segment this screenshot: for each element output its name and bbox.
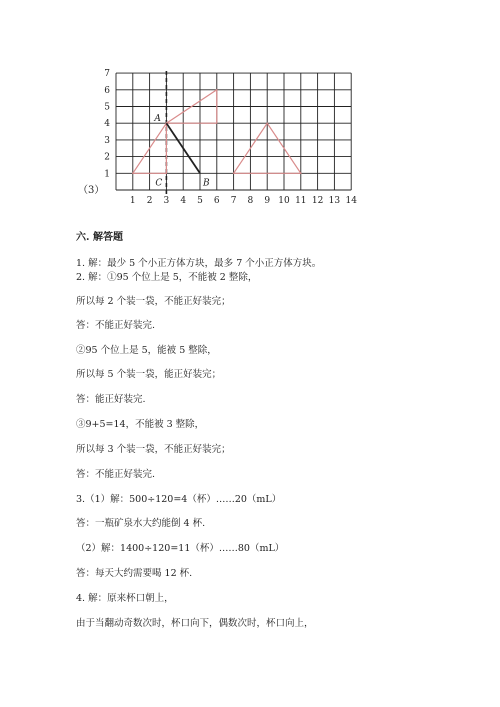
- answer-line-16: 由于当翻动奇数次时，杯口向下，偶数次时，杯口向上，: [76, 618, 314, 629]
- x-tick-label: 8: [247, 196, 254, 206]
- answer-line-4: 答：不能正好装完.: [76, 320, 156, 331]
- x-tick-label: 9: [264, 196, 271, 206]
- y-tick-label: 7: [104, 69, 110, 80]
- figure-part-label: （3）: [78, 185, 105, 196]
- y-tick-label: 1: [104, 169, 110, 180]
- y-tick-label: 2: [104, 152, 110, 163]
- x-tick-label: 7: [230, 196, 237, 206]
- y-tick-label: 3: [104, 135, 110, 146]
- x-tick-label: 2: [146, 196, 153, 206]
- grid-figure: [0, 0, 500, 215]
- answer-line-11: 3.（1）解：500÷120=4（杯）……20（mL）: [76, 494, 282, 505]
- section-title: 六. 解答题: [76, 232, 123, 243]
- x-tick-label: 11: [295, 196, 307, 206]
- answer-line-10: 答：不能正好装完.: [76, 469, 156, 480]
- answer-line-14: 答：每天大约需要喝 12 杯.: [76, 568, 193, 579]
- point-label-a: A: [154, 114, 161, 125]
- answer-line-2: 2. 解：①95 个位上是 5，不能被 2 整除，: [76, 272, 258, 283]
- coordinate-grid: [0, 0, 500, 215]
- x-tick-label: 13: [328, 196, 341, 206]
- y-tick-label: 5: [104, 102, 110, 113]
- x-tick-label: 14: [345, 196, 357, 206]
- answer-line-5: ②95 个位上是 5，能被 5 整除，: [76, 345, 217, 356]
- answer-line-9: 所以每 3 个装一袋，不能正好装完；: [76, 444, 231, 455]
- answer-line-1: 1. 解：最少 5 个小正方体方块，最多 7 个小正方体方块。: [76, 258, 322, 269]
- answer-line-15: 4. 解：原来杯口朝上，: [76, 593, 174, 604]
- answer-line-12: 答：一瓶矿泉水大约能倒 4 杯.: [76, 518, 206, 529]
- answer-line-13: （2）解：1400÷120=11（杯）……80（mL）: [76, 543, 285, 554]
- x-tick-label: 4: [180, 196, 187, 206]
- x-tick-label: 3: [163, 196, 170, 206]
- answer-line-6: 所以每 5 个装一袋，能正好装完；: [76, 369, 222, 380]
- point-label-c: C: [155, 178, 163, 189]
- y-tick-label: 6: [104, 85, 110, 96]
- y-tick-label: 4: [104, 119, 110, 130]
- x-tick-label: 6: [213, 196, 220, 206]
- answer-line-8: ③9+5=14，不能被 3 整除，: [76, 419, 205, 430]
- x-tick-label: 5: [197, 196, 203, 206]
- answer-line-3: 所以每 2 个装一袋，不能正好装完；: [76, 296, 231, 307]
- x-tick-label: 12: [311, 196, 324, 206]
- answer-line-7: 答：能正好装完.: [76, 394, 146, 405]
- x-tick-label: 10: [278, 196, 290, 206]
- x-tick-label: 1: [129, 196, 136, 206]
- point-label-b: B: [203, 178, 210, 189]
